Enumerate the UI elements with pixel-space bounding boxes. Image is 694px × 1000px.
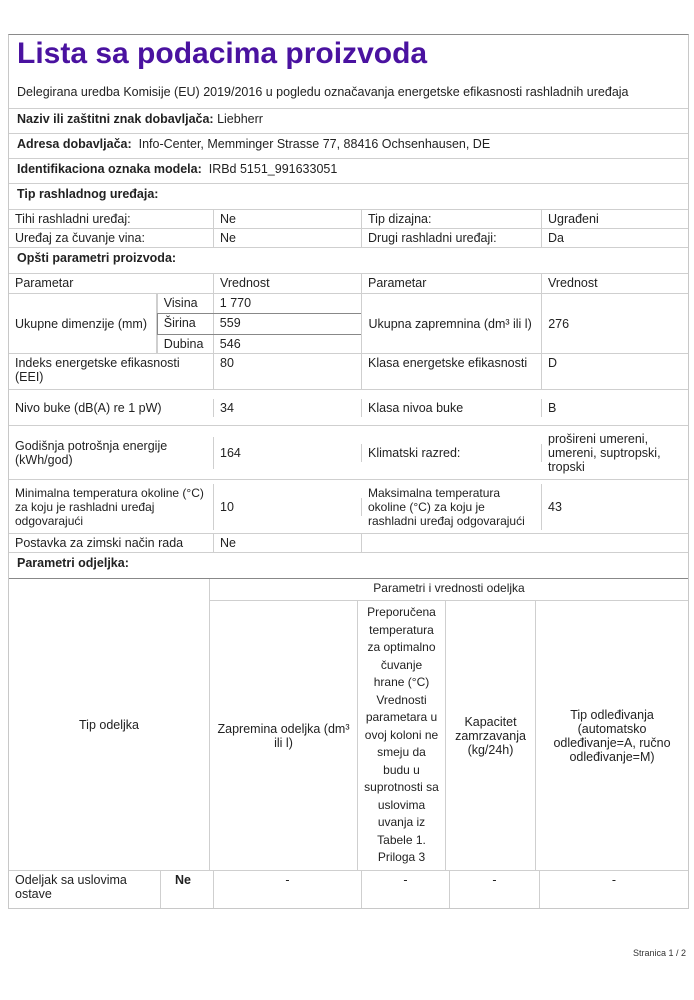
param-label: Klasa energetske efikasnosti xyxy=(362,354,542,389)
depth-value: 546 xyxy=(219,336,241,351)
col-header: Kapacitet zamrzavanja (kg/24h) xyxy=(446,601,536,870)
param-value: 34 xyxy=(214,399,362,417)
page-number: Stranica 1 / 2 xyxy=(632,948,686,958)
compartment-value: - xyxy=(362,871,450,908)
param-label: Indeks energetske efikasnosti (EEI) xyxy=(9,354,214,389)
depth-label: Dubina xyxy=(157,335,214,353)
param-value: Ne xyxy=(214,534,362,552)
param-value: Ugrađeni xyxy=(548,212,599,226)
param-label: Tip dizajna: xyxy=(362,210,542,228)
param-value: 43 xyxy=(548,499,562,514)
product-data-sheet xyxy=(8,34,689,909)
dimensions-row xyxy=(9,294,688,354)
subtitle: Delegirana uredba Komisije (EU) 2019/2016 u pogledu označavanja energetske efikasnosti rashladnih uređaja xyxy=(9,75,688,109)
compartment-cols xyxy=(210,601,688,870)
col-header: Tip odleđivanja (automatsko odleđivanje=A, ručno odleđivanje=M) xyxy=(553,707,671,764)
empty-cell xyxy=(362,534,688,552)
compartment-group xyxy=(210,579,688,870)
param-label: Tihi rashladni uređaj: xyxy=(9,210,214,228)
width-label: Širina xyxy=(157,314,214,333)
type-row xyxy=(9,210,688,229)
param-row xyxy=(9,354,688,390)
page-title: Lista sa podacima proizvoda xyxy=(17,37,428,70)
param-row xyxy=(9,426,688,480)
param-value: prošireni umereni, umereni, suptropski, tropski xyxy=(548,431,661,474)
compartment-header-row xyxy=(9,579,688,871)
model-value: IRBd 5151_991633051 xyxy=(208,162,338,176)
compartment-name: Odeljak sa uslovima ostave xyxy=(9,871,161,908)
type-col-header: Tip odeljka xyxy=(9,579,210,870)
height-value: 1 770 xyxy=(219,296,252,310)
volume-value: 276 xyxy=(548,316,570,331)
supplier-row xyxy=(9,109,688,134)
column-header-row xyxy=(9,274,688,294)
compartment-value: - xyxy=(450,871,540,908)
width-value: 559 xyxy=(219,316,241,331)
compartment-present: Ne xyxy=(161,871,214,908)
col-header: Zapremina odeljka (dm³ ili l) xyxy=(210,601,358,870)
supplier-label: Naziv ili zaštitni znak dobavljača: xyxy=(17,112,214,126)
col-header-param: Parametar xyxy=(9,274,214,293)
param-value: Ne xyxy=(214,229,362,247)
address-value: Info-Center, Memminger Strasse 77, 88416 Ochsenhausen, DE xyxy=(138,137,491,151)
height-label: Visina xyxy=(157,294,214,313)
param-label: Nivo buke (dB(A) re 1 pW) xyxy=(9,399,214,417)
dimensions-label: Ukupne dimenzije (mm) xyxy=(9,294,157,353)
param-label: Klimatski razred: xyxy=(362,444,542,462)
type-row xyxy=(9,229,688,248)
model-row xyxy=(9,159,688,184)
compartment-header: Parametri odjeljka: xyxy=(9,553,688,579)
general-header: Opšti parametri proizvoda: xyxy=(9,248,688,274)
param-label: Uređaj za čuvanje vina: xyxy=(9,229,214,247)
compartment-row xyxy=(9,871,688,908)
col-header-param: Parametar xyxy=(362,274,542,293)
model-label: Identifikaciona oznaka modela: xyxy=(17,162,202,176)
param-value: Da xyxy=(548,231,564,245)
param-label: Postavka za zimski način rada xyxy=(9,534,214,552)
group-header: Parametri i vrednosti odeljka xyxy=(210,579,688,601)
param-row xyxy=(9,480,688,534)
address-row xyxy=(9,134,688,159)
dimensions-values xyxy=(157,294,363,353)
address-label: Adresa dobavljača: xyxy=(17,137,132,151)
param-label: Drugi rashladni uređaji: xyxy=(362,229,542,247)
param-value: 80 xyxy=(214,354,362,389)
param-value: B xyxy=(548,400,557,415)
param-row xyxy=(9,390,688,426)
volume-label: Ukupna zapremnina (dm³ ili l) xyxy=(362,294,542,353)
compartment-value: - xyxy=(611,873,617,887)
param-row xyxy=(9,534,688,553)
type-header: Tip rashladnog uređaja: xyxy=(9,184,688,210)
param-value: 10 xyxy=(214,498,362,516)
param-label: Maksimalna temperatura okoline (°C) za koju je rashladni uređaj odgovarajući xyxy=(362,484,542,530)
param-label: Godišnja potrošnja energije (kWh/god) xyxy=(9,437,214,469)
col-header-value: Vrednost xyxy=(214,274,362,293)
param-value: Ne xyxy=(214,210,362,228)
col-header: Preporučena temperatura za optimalno čuvanje hrane (°C) Vrednosti parametara u ovoj koloni ne smeju da budu u suprotnosti sa uslovima uvanja iz Tabele 1. Priloga 3 xyxy=(358,601,446,870)
col-header-value: Vrednost xyxy=(548,276,598,290)
compartment-value: - xyxy=(214,871,362,908)
param-value: 164 xyxy=(214,444,362,462)
param-value: D xyxy=(548,356,558,370)
param-label: Minimalna temperatura okoline (°C) za koju je rashladni uređaj odgovarajući xyxy=(9,484,214,530)
param-label: Klasa nivoa buke xyxy=(362,399,542,417)
supplier-value: Liebherr xyxy=(217,112,263,126)
